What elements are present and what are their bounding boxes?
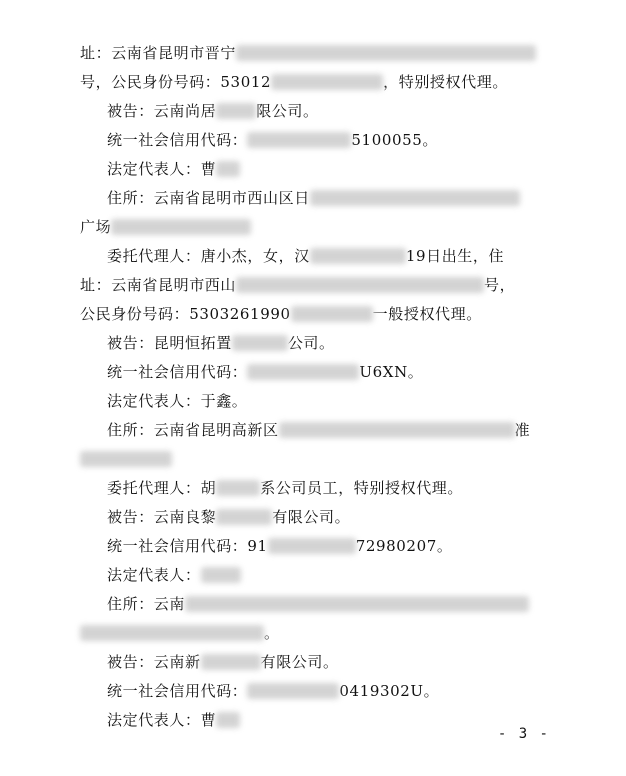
redaction: [247, 683, 339, 699]
redaction: [236, 45, 536, 61]
text-line: 。: [80, 620, 280, 646]
redaction: [236, 277, 484, 293]
redaction: [80, 625, 264, 641]
text-line: 被告：昆明恒拓置 公司。: [107, 334, 335, 352]
redaction: [80, 451, 172, 467]
text-line: 住所：云南: [107, 591, 529, 617]
redaction: [185, 596, 529, 612]
text-line: 统一社会信用代码：91 7298020​7。: [107, 537, 453, 555]
redaction: [201, 654, 261, 670]
page-number: - 3 -: [497, 726, 550, 742]
text-line: 被告：云南尚居 限公司。: [107, 102, 319, 120]
redaction: [279, 422, 515, 438]
text-line: 统一社会信用代码： 5100055。: [107, 131, 439, 149]
redaction: [216, 480, 260, 496]
redaction: [310, 190, 520, 206]
text-line: 广场: [80, 214, 251, 240]
text-line: 法定代表人：曹: [107, 707, 240, 733]
text-line: 法定代表人：曹: [107, 156, 240, 182]
text-line: 委托代理人：胡 系公司员工，特别授权代理。: [107, 479, 464, 497]
redaction: [268, 538, 356, 554]
text-line: 址：云南省昆明市晋宁: [80, 40, 536, 66]
redaction: [216, 103, 256, 119]
redaction: [216, 509, 272, 525]
redaction: [247, 364, 359, 380]
text-line: 住所：云南省昆明市西山区日: [107, 185, 520, 211]
redaction: [111, 219, 251, 235]
text-line: 址：云南省昆明市西山 号，: [80, 276, 516, 294]
redaction: [216, 712, 240, 728]
text-line: 委托代理人：唐小杰，女，汉 19日出生，住: [107, 247, 505, 265]
redaction: [291, 306, 373, 322]
text-line: 公民身份号码：5303261990 一般授权代理。: [80, 305, 482, 323]
redaction: [247, 132, 351, 148]
text-line: 被告：云南新 有限公司。: [107, 653, 339, 671]
text-line: 法定代表人：于鑫。: [107, 392, 248, 410]
text-line: 统一社会信用代码： U6XN。: [107, 363, 424, 381]
redaction: [310, 248, 406, 264]
text-line: 住所：云南省昆明高新区 准: [107, 421, 531, 439]
text-line: [80, 446, 172, 472]
text-line: 被告：云南良黎 有限公司。: [107, 508, 351, 526]
text-line: 号，公民身份号码：53012 ，特别授权代理。: [80, 73, 508, 91]
redaction: [271, 74, 383, 90]
redaction: [232, 335, 288, 351]
text-line: 统一社会信用代码： 0419302U。: [107, 682, 440, 700]
redaction: [201, 567, 241, 583]
redaction: [216, 161, 240, 177]
text-line: 法定代表人：: [107, 562, 241, 588]
